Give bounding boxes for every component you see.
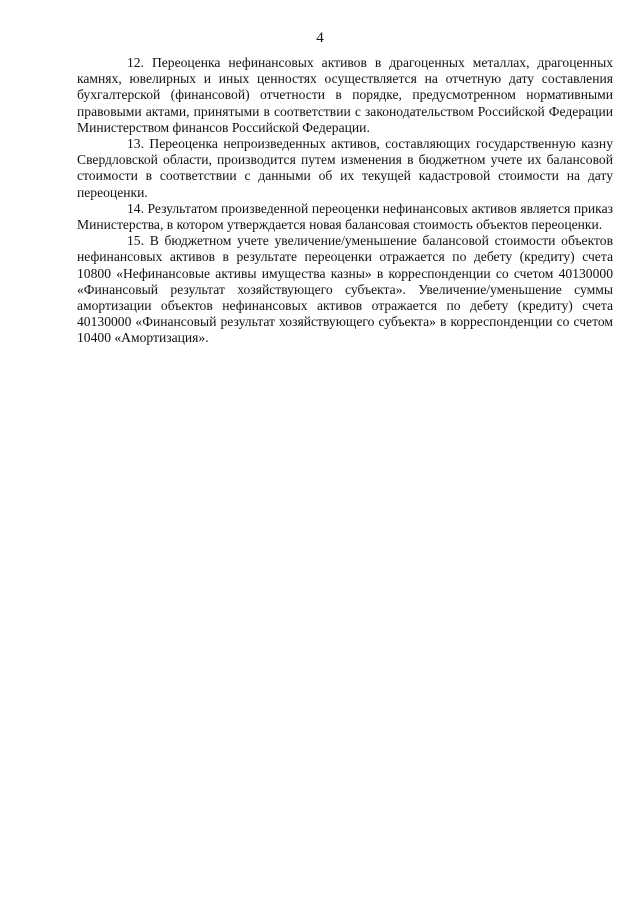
paragraph-13: 13. Переоценка непроизведенных активов, составляющих государственную казну Свердловской области, производится путем изменения в бюджетном учете их балансовой стоимости в соответствии с данными об их текущей кадастровой стоимости на дату переоценки. [77,136,613,200]
paragraph-12: 12. Переоценка нефинансовых активов в драгоценных металлах, драгоценных камнях, ювелирных и иных ценностях осуществляется на отчетную дату составления бухгалтерской (финансовой) отчетности в порядке, предусмотренном нормативными правовыми актами, принятыми в соответствии с законодательством Российской Федерации Министерством финансов Российской Федерации. [77,55,613,135]
document-body [77,55,613,347]
page-number: 4 [316,30,324,46]
paragraph-15: 15. В бюджетном учете увеличение/уменьшение балансовой стоимости объектов нефинансовых активов в результате переоценки отражается по дебету (кредиту) счета 10800 «Нефинансовые активы имущества казны» в корреспонденции со счетом 40130000 «Финансовый результат хозяйствующего субъекта». Увеличение/уменьшение суммы амортизации объектов нефинансовых активов отражается по дебету (кредиту) счета 40130000 «Финансовый результат хозяйствующего субъекта» в корреспонденции со счетом 10400 «Амортизация». [77,233,613,346]
paragraph-14: 14. Результатом произведенной переоценки нефинансовых активов является приказ Министерства, в котором утверждается новая балансовая стоимость объектов переоценки. [77,200,613,233]
